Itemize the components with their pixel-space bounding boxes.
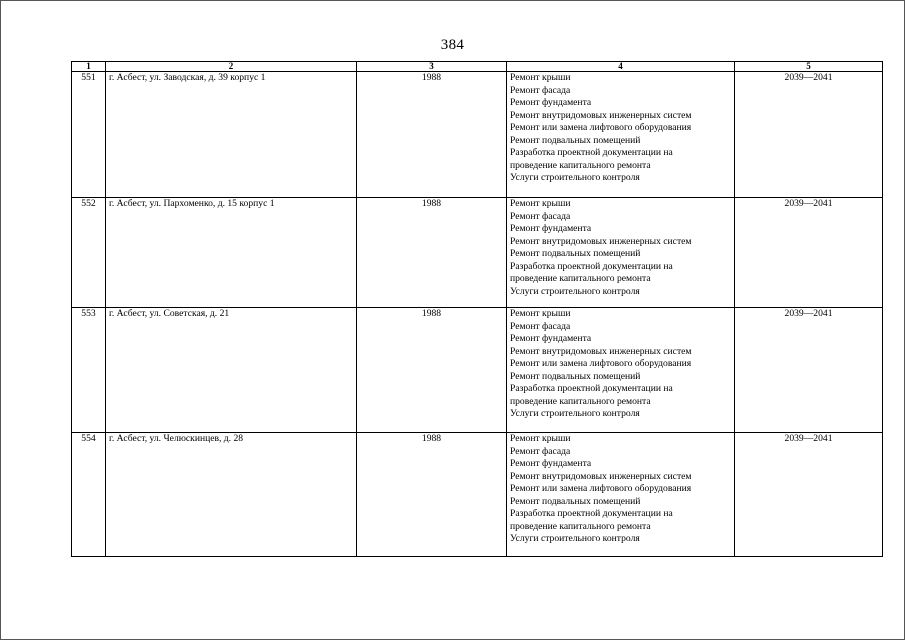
row-address: г. Асбест, ул. Советская, д. 21	[106, 308, 357, 433]
work-item: Ремонт или замена лифтового оборудования	[510, 483, 692, 494]
capital-repair-table	[71, 61, 883, 557]
row-year: 1988	[357, 72, 507, 198]
page-number: 384	[440, 37, 465, 53]
work-item: Разработка проектной документации на	[510, 147, 673, 158]
work-item: Ремонт подвальных помещений	[510, 370, 641, 382]
work-item: проведение капитального ремонта	[510, 520, 651, 532]
table-row	[72, 72, 883, 198]
work-item: проведение капитального ремонта	[510, 395, 651, 407]
row-year: 1988	[357, 308, 507, 433]
row-period: 2039—2041	[735, 308, 883, 433]
row-works	[507, 72, 735, 198]
header-col-2: 2	[106, 62, 357, 72]
row-address: г. Асбест, ул. Заводская, д. 39 корпус 1	[106, 72, 357, 198]
work-item: Ремонт крыши	[510, 198, 571, 209]
work-item: Услуги строительного контроля	[510, 408, 640, 419]
work-item: Услуги строительного контроля	[510, 533, 640, 544]
work-item: Ремонт внутридомовых инженерных систем	[510, 235, 692, 247]
header-col-1: 1	[72, 62, 106, 72]
work-item: Ремонт фасада	[510, 320, 571, 332]
row-period: 2039—2041	[735, 198, 883, 308]
work-item: Услуги строительного контроля	[510, 285, 640, 297]
header-col-3: 3	[357, 62, 507, 72]
table-row	[72, 308, 883, 433]
work-item: Ремонт фундамента	[510, 97, 592, 108]
table-row	[72, 198, 883, 308]
work-item: Ремонт подвальных помещений	[510, 495, 641, 507]
work-item: Ремонт крыши	[510, 308, 571, 319]
work-item: Ремонт подвальных помещений	[510, 248, 641, 259]
row-number: 554	[72, 433, 106, 557]
row-year: 1988	[357, 433, 507, 557]
work-item: Ремонт или замена лифтового оборудования	[510, 358, 692, 369]
row-works	[507, 308, 735, 433]
work-item: Ремонт фундамента	[510, 333, 592, 344]
work-item: проведение капитального ремонта	[510, 273, 651, 284]
row-number: 552	[72, 198, 106, 308]
header-col-5: 5	[735, 62, 883, 72]
work-item: Ремонт крыши	[510, 72, 571, 83]
work-item: Ремонт внутридомовых инженерных систем	[510, 109, 692, 121]
header-col-4: 4	[507, 62, 735, 72]
work-item: Ремонт фасада	[510, 84, 571, 96]
work-item: Разработка проектной документации на	[510, 260, 673, 272]
row-address: г. Асбест, ул. Челюскинцев, д. 28	[106, 433, 357, 557]
work-item: Услуги строительного контроля	[510, 172, 640, 183]
work-item: проведение капитального ремонта	[510, 159, 651, 171]
work-item: Ремонт внутридомовых инженерных систем	[510, 470, 692, 482]
work-item: Ремонт фасада	[510, 445, 571, 457]
row-period: 2039—2041	[735, 72, 883, 198]
row-period: 2039—2041	[735, 433, 883, 557]
row-address: г. Асбест, ул. Пархоменко, д. 15 корпус 1	[106, 198, 357, 308]
work-item: Ремонт крыши	[510, 433, 571, 444]
work-item: Ремонт фундамента	[510, 458, 592, 469]
work-item: Ремонт фасада	[510, 210, 571, 222]
table-row	[72, 433, 883, 557]
row-year: 1988	[357, 198, 507, 308]
work-item: Ремонт внутридомовых инженерных систем	[510, 345, 692, 357]
header-row	[72, 62, 883, 72]
row-number: 553	[72, 308, 106, 433]
work-item: Ремонт или замена лифтового оборудования	[510, 122, 692, 133]
work-item: Ремонт фундамента	[510, 223, 592, 234]
work-item: Разработка проектной документации на	[510, 508, 673, 519]
row-number: 551	[72, 72, 106, 198]
row-works	[507, 433, 735, 557]
row-works	[507, 198, 735, 308]
work-item: Ремонт подвальных помещений	[510, 134, 641, 146]
work-item: Разработка проектной документации на	[510, 383, 673, 394]
